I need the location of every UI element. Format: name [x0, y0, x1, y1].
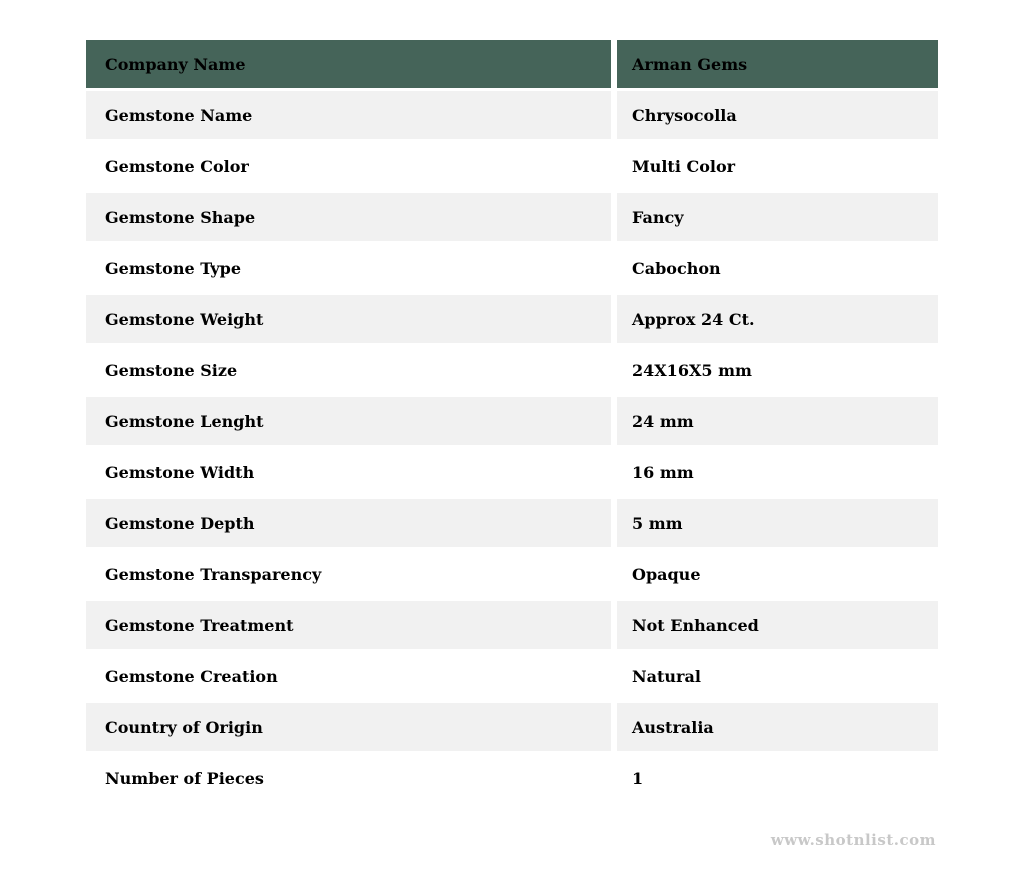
table-row — [86, 244, 938, 292]
row-label: Number of Pieces — [86, 754, 611, 802]
table-row — [86, 601, 938, 649]
row-value: Chrysocolla — [617, 91, 938, 139]
row-value: Australia — [617, 703, 938, 751]
header-value-cell: Arman Gems — [617, 40, 938, 88]
gemstone-spec-table — [86, 40, 938, 805]
row-value: Multi Color — [617, 142, 938, 190]
table-row — [86, 397, 938, 445]
row-value: Fancy — [617, 193, 938, 241]
table-row — [86, 91, 938, 139]
row-label: Gemstone Lenght — [86, 397, 611, 445]
table-row — [86, 346, 938, 394]
row-label: Gemstone Size — [86, 346, 611, 394]
row-value: Natural — [617, 652, 938, 700]
row-label: Gemstone Depth — [86, 499, 611, 547]
table-row — [86, 448, 938, 496]
row-label: Gemstone Shape — [86, 193, 611, 241]
watermark: www.shotnlist.com — [770, 831, 936, 849]
row-value: Approx 24 Ct. — [617, 295, 938, 343]
table-row — [86, 193, 938, 241]
row-label: Gemstone Width — [86, 448, 611, 496]
table-row — [86, 295, 938, 343]
row-value: Not Enhanced — [617, 601, 938, 649]
row-value: 1 — [617, 754, 938, 802]
row-value: 24 mm — [617, 397, 938, 445]
row-label: Country of Origin — [86, 703, 611, 751]
table-row — [86, 499, 938, 547]
header-label-cell: Company Name — [86, 40, 611, 88]
table-row — [86, 142, 938, 190]
table-row — [86, 550, 938, 598]
row-label: Gemstone Creation — [86, 652, 611, 700]
row-label: Gemstone Color — [86, 142, 611, 190]
row-label: Gemstone Treatment — [86, 601, 611, 649]
row-value: Opaque — [617, 550, 938, 598]
row-value: 16 mm — [617, 448, 938, 496]
table-row — [86, 652, 938, 700]
row-label: Gemstone Weight — [86, 295, 611, 343]
table-body — [86, 91, 938, 802]
row-value: 24X16X5 mm — [617, 346, 938, 394]
table-header-row — [86, 40, 938, 88]
table-row — [86, 703, 938, 751]
row-label: Gemstone Name — [86, 91, 611, 139]
table-row — [86, 754, 938, 802]
row-value: Cabochon — [617, 244, 938, 292]
row-label: Gemstone Transparency — [86, 550, 611, 598]
row-value: 5 mm — [617, 499, 938, 547]
row-label: Gemstone Type — [86, 244, 611, 292]
